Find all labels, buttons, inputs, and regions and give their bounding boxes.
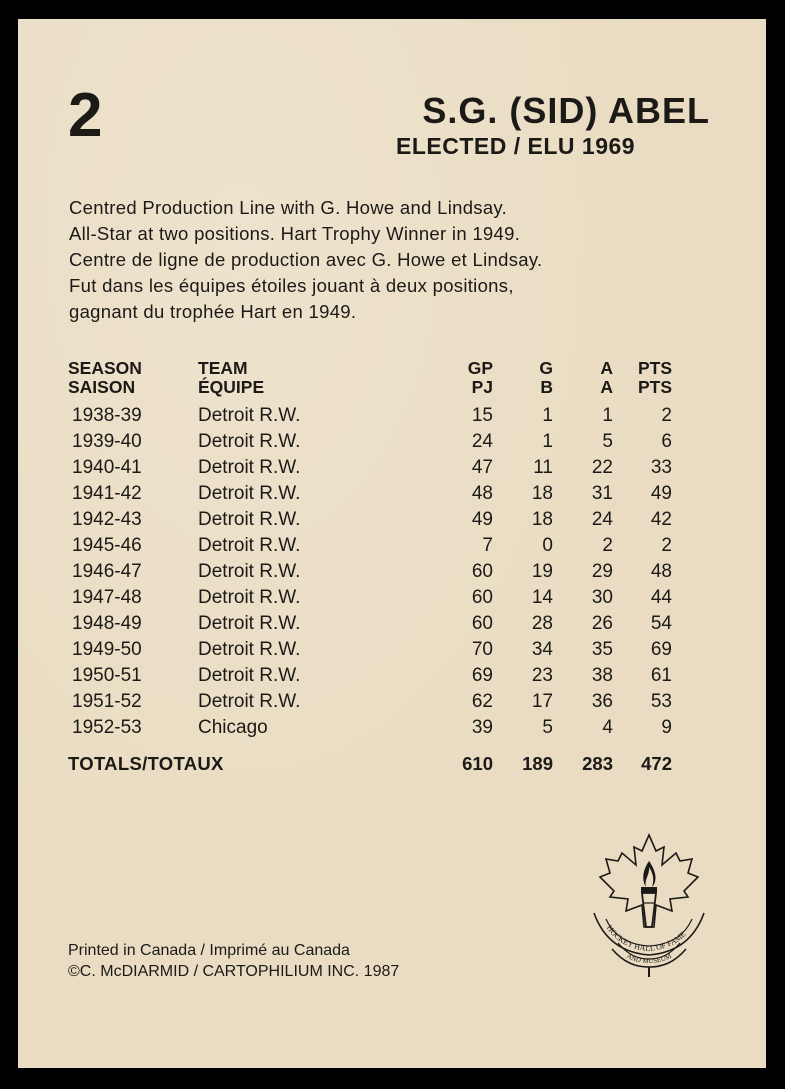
card-number: 2 [68,81,103,150]
footer [68,940,399,982]
table-row [68,585,672,611]
header-g-en: G [539,358,553,378]
row-pts: 53 [650,691,672,712]
row-team: Detroit R.W. [198,561,301,582]
row-g: 18 [531,509,553,530]
row-g: 0 [542,535,553,556]
row-pts: 42 [650,509,672,530]
bio-english-line-1: Centred Production Line with G. Howe and Lindsay. [69,197,508,218]
row-a: 35 [591,639,613,660]
row-gp: 49 [471,509,493,530]
logo-text-bottom: AND MUSEUM [625,951,673,966]
stats-header-row [68,359,672,403]
header-g [493,359,553,403]
row-g: 5 [542,717,553,738]
hockey-hall-of-fame-logo [584,831,714,981]
row-gp: 60 [471,613,493,634]
row-season: 1950-51 [72,665,142,686]
header-gp-fr: PJ [471,377,493,397]
row-team: Detroit R.W. [198,613,301,634]
row-gp: 48 [471,483,493,504]
elected-year: ELECTED / ELU 1969 [396,133,636,159]
row-pts: 44 [650,587,672,608]
row-season: 1940-41 [72,457,142,478]
player-name: S.G. (SID) ABEL [422,90,710,131]
row-g: 19 [531,561,553,582]
row-season: 1951-52 [72,691,142,712]
row-g: 1 [542,431,553,452]
row-gp: 24 [471,431,493,452]
header-a-fr: A [600,377,613,397]
row-team: Detroit R.W. [198,587,301,608]
table-row [68,533,672,559]
row-a: 1 [602,405,613,426]
totals-row [68,741,672,777]
bio-french-line-1: Centre de ligne de production avec G. Howe et Lindsay. [69,249,543,270]
row-a: 31 [591,483,613,504]
header-team-en: TEAM [198,358,248,378]
header-pts-en: PTS [637,358,672,378]
row-season: 1948-49 [72,613,142,634]
row-a: 24 [591,509,613,530]
header-gp-en: GP [467,358,493,378]
row-pts: 49 [650,483,672,504]
row-season: 1952-53 [72,717,142,738]
row-season: 1941-42 [72,483,142,504]
row-season: 1945-46 [72,535,142,556]
table-row [68,689,672,715]
bio-french-line-2: Fut dans les équipes étoiles jouant à deux positions, [69,275,514,296]
row-a: 29 [591,561,613,582]
row-g: 23 [531,665,553,686]
totals-pts: 472 [641,753,672,774]
row-season: 1949-50 [72,639,142,660]
row-season: 1946-47 [72,561,142,582]
row-g: 28 [531,613,553,634]
trading-card-back [18,19,766,1068]
row-gp: 60 [471,561,493,582]
row-g: 17 [531,691,553,712]
row-pts: 33 [650,457,672,478]
totals-label: TOTALS/TOTAUX [68,753,224,774]
row-pts: 2 [661,535,672,556]
header-g-fr: B [540,377,553,397]
totals-gp: 610 [462,753,493,774]
totals-g: 189 [522,753,553,774]
table-row [68,481,672,507]
header-pts [613,359,672,403]
row-team: Detroit R.W. [198,639,301,660]
row-season: 1938-39 [72,405,142,426]
header-team [198,359,428,403]
row-pts: 61 [650,665,672,686]
header-a [553,359,613,403]
row-gp: 62 [471,691,493,712]
header-season-fr: SAISON [68,377,136,397]
row-a: 26 [591,613,613,634]
header-pts-fr: PTS [637,377,672,397]
table-row [68,455,672,481]
row-g: 11 [533,457,553,478]
row-team: Detroit R.W. [198,665,301,686]
row-pts: 69 [650,639,672,660]
table-row [68,715,672,741]
header-team-fr: ÉQUIPE [198,377,265,397]
row-gp: 70 [471,639,493,660]
row-team: Detroit R.W. [198,509,301,530]
maple-leaf-icon [600,835,698,927]
table-row [68,663,672,689]
logo-text: HOCKEY HALL OF FAME [604,923,688,954]
row-team: Detroit R.W. [198,691,301,712]
career-stats-table [68,359,672,777]
row-pts: 48 [650,561,672,582]
header-season [68,359,198,403]
row-pts: 2 [661,405,672,426]
row-gp: 60 [471,587,493,608]
row-season: 1942-43 [72,509,142,530]
table-row [68,637,672,663]
header-a-en: A [600,358,613,378]
row-pts: 54 [650,613,672,634]
row-g: 1 [542,405,553,426]
row-gp: 69 [471,665,493,686]
bio-english-line-2: All-Star at two positions. Hart Trophy Winner in 1949. [69,223,521,244]
header-gp [428,359,493,403]
row-season: 1947-48 [72,587,142,608]
row-team: Detroit R.W. [198,457,301,478]
table-row [68,507,672,533]
table-row [68,403,672,429]
totals-a: 283 [582,753,613,774]
row-a: 4 [602,717,613,738]
biography [69,195,709,325]
row-team: Detroit R.W. [198,535,301,556]
row-gp: 15 [471,405,493,426]
row-g: 18 [531,483,553,504]
row-a: 5 [602,431,613,452]
table-row [68,559,672,585]
row-gp: 39 [471,717,493,738]
table-row [68,611,672,637]
row-g: 14 [531,587,553,608]
row-a: 30 [591,587,613,608]
row-season: 1939-40 [72,431,142,452]
row-pts: 9 [661,717,672,738]
row-g: 34 [531,639,553,660]
table-row [68,429,672,455]
row-a: 38 [591,665,613,686]
row-team: Detroit R.W. [198,405,301,426]
row-a: 36 [591,691,613,712]
printed-in: Printed in Canada / Imprimé au Canada [68,942,350,959]
row-team: Detroit R.W. [198,431,301,452]
row-gp: 7 [482,535,493,556]
row-team: Detroit R.W. [198,483,301,504]
row-team: Chicago [198,717,268,738]
row-a: 2 [602,535,613,556]
bio-french-line-3: gagnant du trophée Hart en 1949. [69,301,357,322]
row-pts: 6 [661,431,672,452]
copyright: ©C. McDIARMID / CARTOPHILIUM INC. 1987 [68,963,400,980]
row-a: 22 [591,457,613,478]
header-season-en: SEASON [68,358,142,378]
row-gp: 47 [471,457,493,478]
